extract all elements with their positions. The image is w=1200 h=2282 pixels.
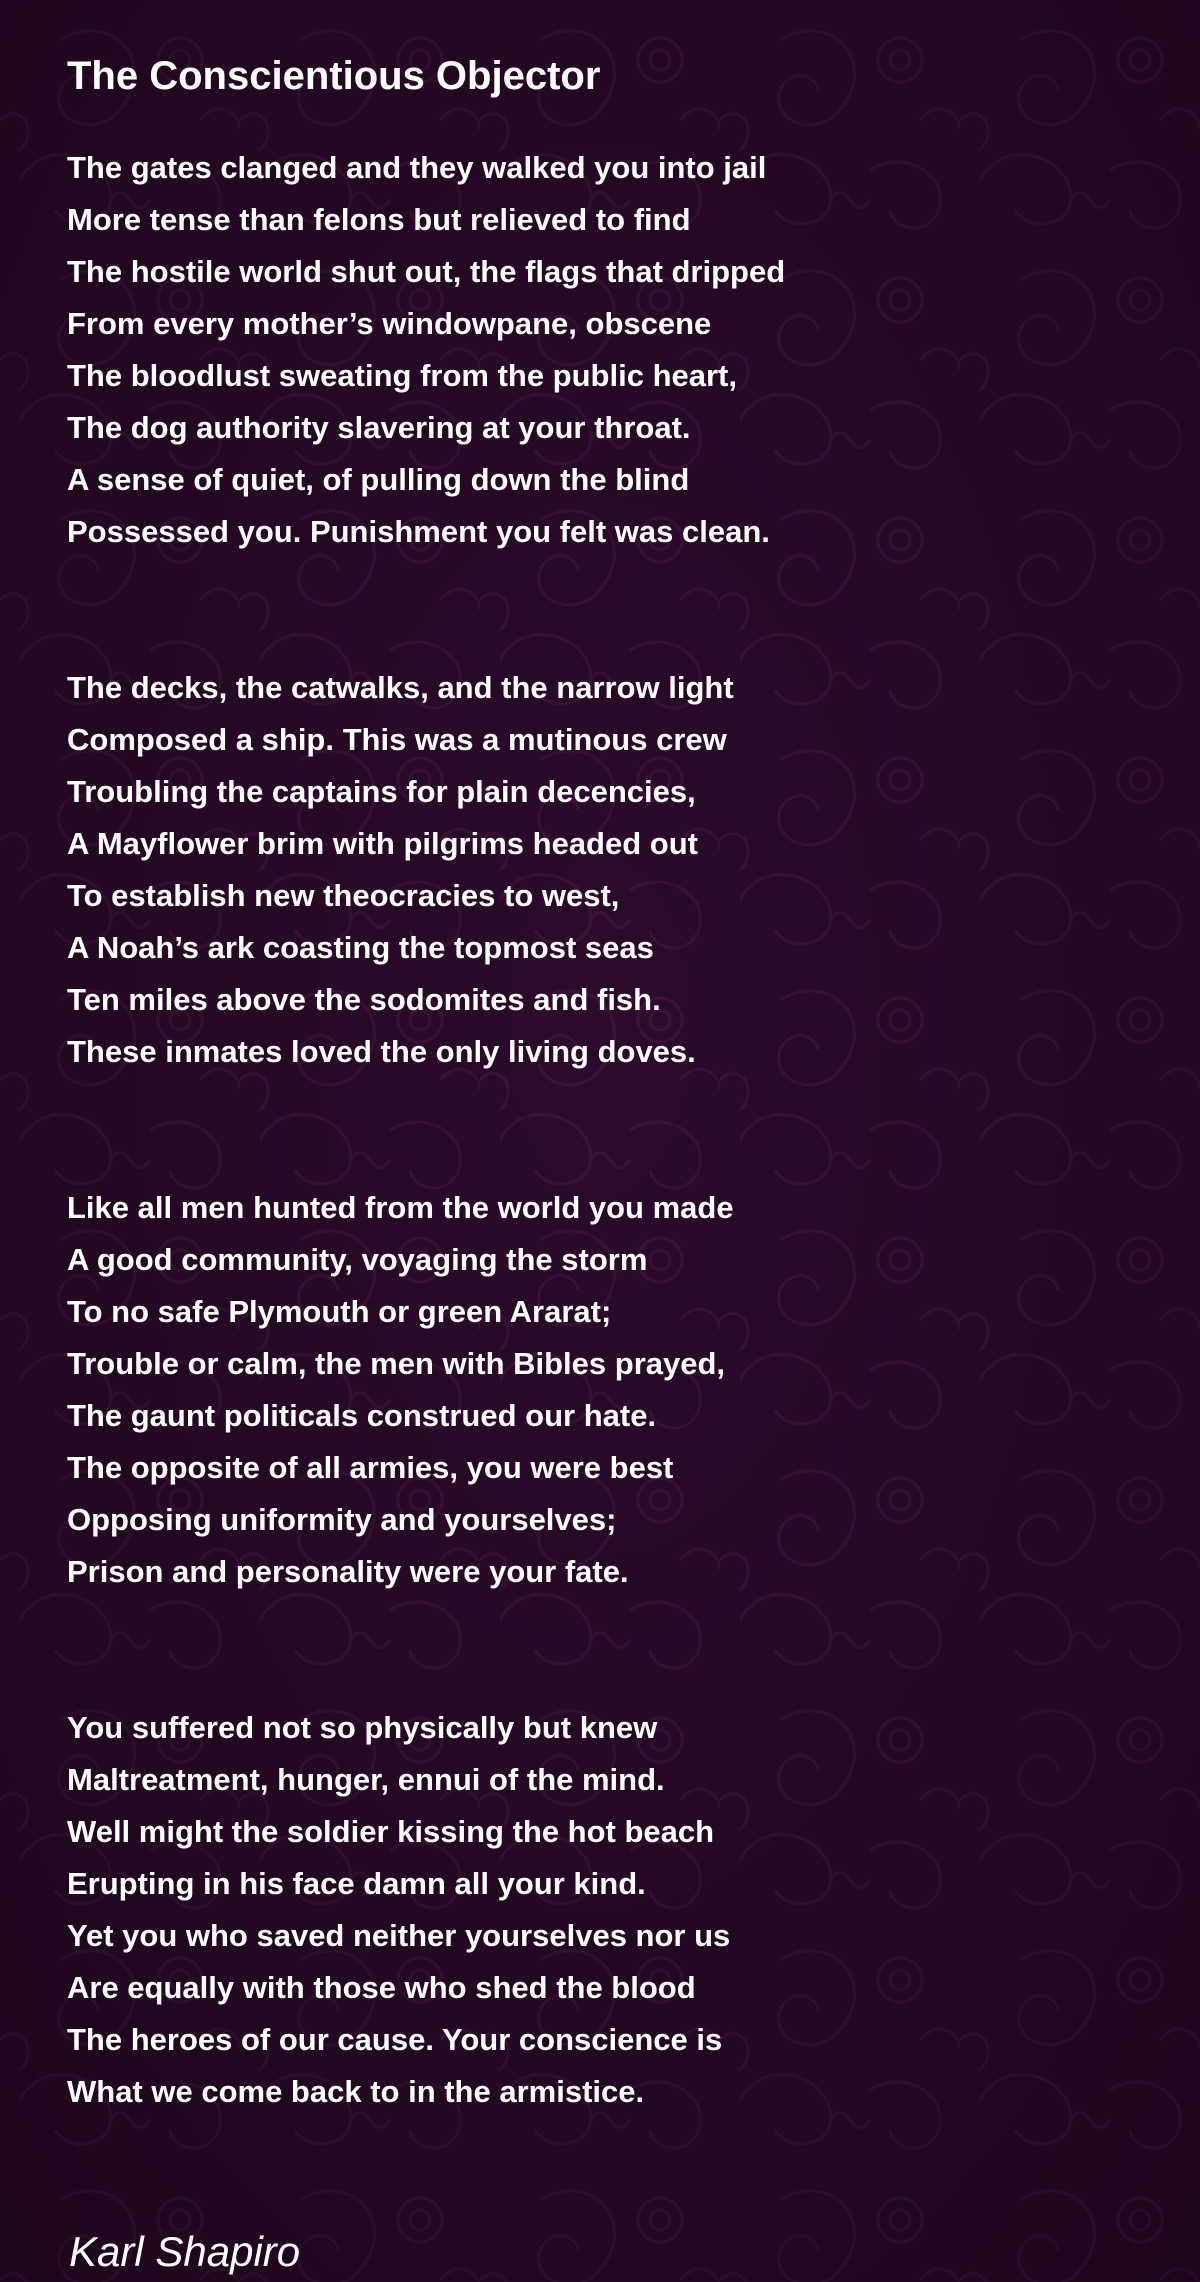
stanza-4 bbox=[67, 1702, 1147, 2118]
stanza-1 bbox=[67, 142, 1147, 558]
poem-line: Troubling the captains for plain decencies, bbox=[67, 774, 696, 809]
poem-line: More tense than felons but relieved to find bbox=[67, 202, 691, 237]
poem-line: The bloodlust sweating from the public heart, bbox=[67, 358, 737, 393]
poem-line: Composed a ship. This was a mutinous crew bbox=[67, 722, 727, 757]
poem-line: A good community, voyaging the storm bbox=[67, 1242, 648, 1277]
poem-line: A sense of quiet, of pulling down the blind bbox=[67, 462, 690, 497]
poem-line: The gaunt politicals construed our hate. bbox=[67, 1398, 657, 1433]
poem-line: Prison and personality were your fate. bbox=[67, 1554, 629, 1589]
poem-line: Like all men hunted from the world you made bbox=[67, 1190, 734, 1225]
poem-line: Erupting in his face damn all your kind. bbox=[67, 1866, 646, 1901]
stanza-3 bbox=[67, 1182, 1147, 1598]
poem-line: What we come back to in the armistice. bbox=[67, 2074, 645, 2109]
poem-line: You suffered not so physically but knew bbox=[67, 1710, 658, 1745]
poem-line: These inmates loved the only living doves. bbox=[67, 1034, 696, 1069]
poem-line: The hostile world shut out, the flags that dripped bbox=[67, 254, 786, 289]
poem-line: A Noah’s ark coasting the topmost seas bbox=[67, 930, 654, 965]
poem-line: The decks, the catwalks, and the narrow light bbox=[67, 670, 734, 705]
poem-line: Opposing uniformity and yourselves; bbox=[67, 1502, 617, 1537]
poem-line: The heroes of our cause. Your conscience is bbox=[67, 2022, 723, 2057]
poem-line: A Mayflower brim with pilgrims headed out bbox=[67, 826, 698, 861]
poem-line: Are equally with those who shed the blood bbox=[67, 1970, 696, 2005]
poem-author: Karl Shapiro bbox=[69, 2228, 301, 2275]
poem-line: The dog authority slavering at your throat. bbox=[67, 410, 691, 445]
poem-line: Maltreatment, hunger, ennui of the mind. bbox=[67, 1762, 665, 1797]
poem-line: Possessed you. Punishment you felt was clean. bbox=[67, 514, 770, 549]
poem-line: Well might the soldier kissing the hot beach bbox=[67, 1814, 715, 1849]
poem-line: The opposite of all armies, you were best bbox=[67, 1450, 674, 1485]
poem-line: Trouble or calm, the men with Bibles prayed, bbox=[67, 1346, 726, 1381]
stanza-2 bbox=[67, 662, 1147, 1078]
poem-line: Ten miles above the sodomites and fish. bbox=[67, 982, 661, 1017]
poem-title: The Conscientious Objector bbox=[67, 54, 601, 98]
poem-line: The gates clanged and they walked you into jail bbox=[67, 150, 767, 185]
poem-line: To no safe Plymouth or green Ararat; bbox=[67, 1294, 612, 1329]
poem-line: To establish new theocracies to west, bbox=[67, 878, 620, 913]
poem-line: Yet you who saved neither yourselves nor us bbox=[67, 1918, 731, 1953]
poem-line: From every mother’s windowpane, obscene bbox=[67, 306, 712, 341]
poem-container bbox=[67, 48, 1147, 2282]
